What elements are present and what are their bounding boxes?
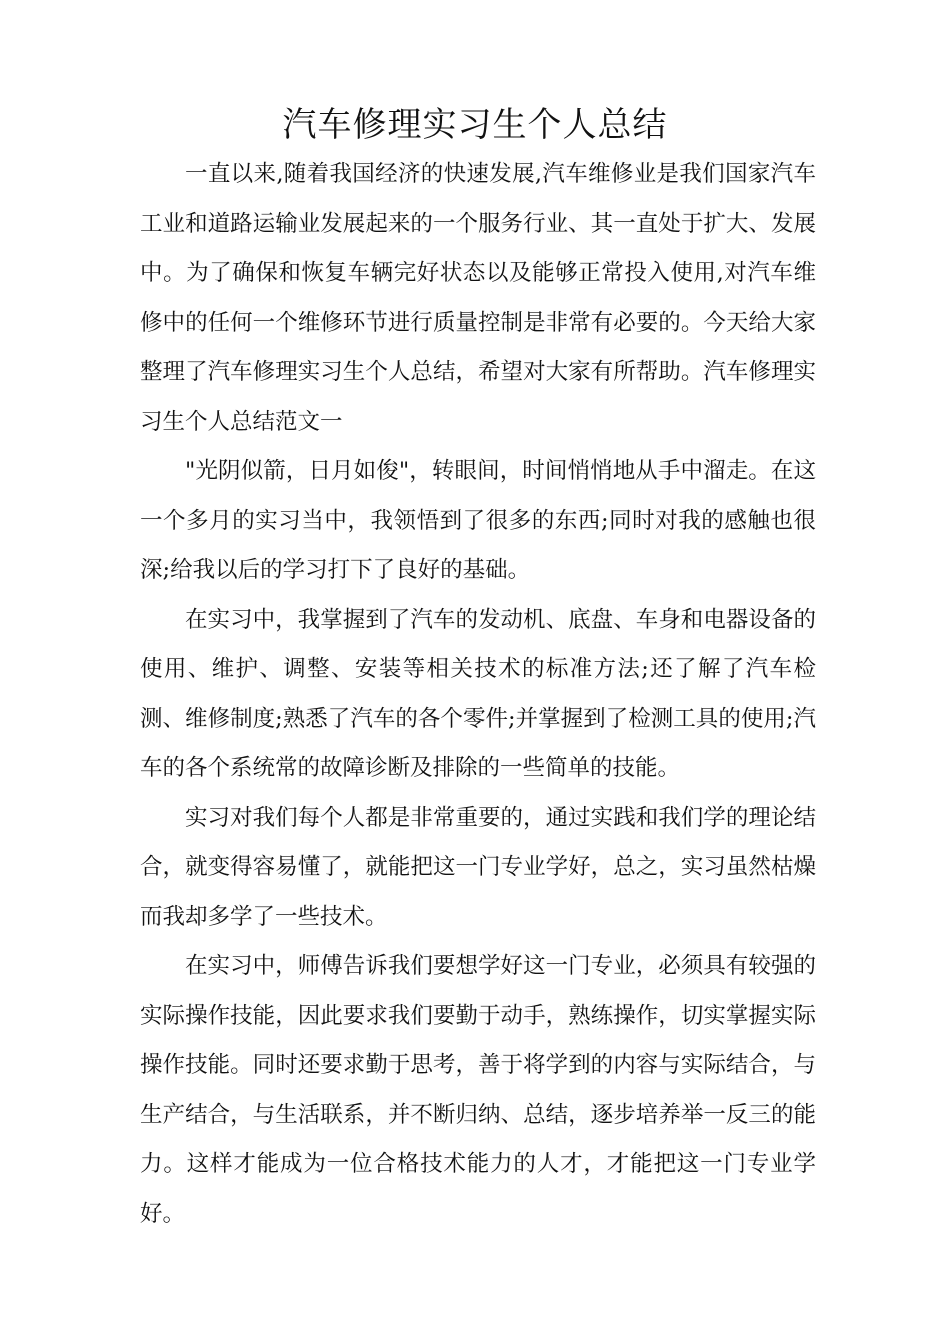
paragraph-1: "光阴似箭，日月如俊"，转眼间，时间悄悄地从手中溜走。在这一个多月的实习当中，我领悟到了很多的东西;同时对我的感触也很深;给我以后的学习打下了良好的基础。 <box>140 458 816 583</box>
paragraph-3: 实习对我们每个人都是非常重要的，通过实践和我们学的理论结合，就变得容易懂了，就能把这一门专业学好，总之，实习虽然枯燥而我却多学了一些技术。 <box>140 804 816 930</box>
document-title: 汽车修理实习生个人总结 <box>282 105 668 145</box>
paragraph-2: 在实习中，我掌握到了汽车的发动机、底盘、车身和电器设备的使用、维护、调整、安装等相关技术的标准方法;还了解了汽车检测、维修制度;熟悉了汽车的各个零件;并掌握到了检测工具的使用;汽车的各个系统常的故障诊断及排除的一些简单的技能。 <box>140 606 816 781</box>
paragraph-4: 在实习中，师傅告诉我们要想学好这一门专业，必须具有较强的实际操作技能，因此要求我们要勤于动手，熟练操作，切实掌握实际操作技能。同时还要求勤于思考，善于将学到的内容与实际结合，与生产结合，与生活联系，并不断归纳、总结，逐步培养举一反三的能力。这样才能成为一位合格技术能力的人才，才能把这一门专业学好。 <box>140 953 816 1227</box>
document-body <box>140 150 816 1239</box>
paragraph-intro: 一直以来,随着我国经济的快速发展,汽车维修业是我们国家汽车工业和道路运输业发展起来的一个服务行业、其一直处于扩大、发展中。为了确保和恢复车辆完好状态以及能够正常投入使用,对汽车维修中的任何一个维修环节进行质量控制是非常有必要的。今天给大家整理了汽车修理实习生个人总结，希望对大家有所帮助。汽车修理实习生个人总结范文一 <box>140 161 816 435</box>
